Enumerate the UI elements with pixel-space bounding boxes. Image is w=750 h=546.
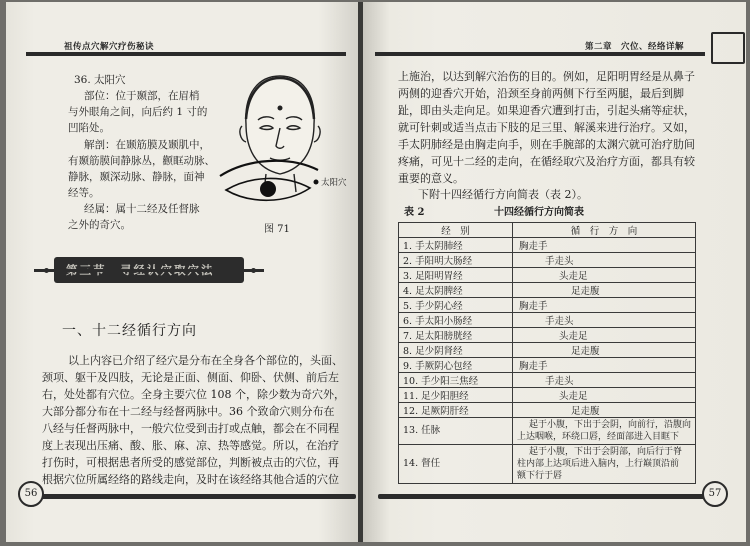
header-rule xyxy=(375,52,705,56)
anatomy-line-3: 静脉，颞深动脉、静脉，面神 xyxy=(68,171,205,183)
meridian-direction-table xyxy=(398,222,696,484)
meridian-name-cell: 5. 手少阴心经 xyxy=(399,298,513,313)
location-line-3: 凹陷处。 xyxy=(68,122,110,134)
location-line-1: 部位：位于颞部，在眉梢 xyxy=(84,90,200,102)
body-line: 颈项、躯干及四肢，无论是正面、侧面、仰卧、伏侧、前后左 xyxy=(42,371,339,384)
body-line: 打伤时，可根据患者所受的感觉部位，判断被点击的穴位，再 xyxy=(42,456,339,469)
direction-cell: 足走腹 xyxy=(513,343,696,358)
figure-caption: 图 71 xyxy=(264,224,290,235)
meridian-name-cell: 14. 督任 xyxy=(399,445,513,484)
subsection-title: 一、十二经循行方向 xyxy=(62,323,197,339)
table-title: 十四经循行方向简表 xyxy=(494,207,584,218)
table-row xyxy=(399,388,696,403)
table-row xyxy=(399,253,696,268)
direction-line: 柱内部上达项后进入脑内，上行巅顶沿前 xyxy=(517,459,680,469)
table-row xyxy=(399,445,696,484)
right-body-line: 上施治，以达到解穴治伤的目的。例如，足阳明胃经是从鼻子 xyxy=(398,70,695,83)
direction-cell: 足走腹 xyxy=(513,283,696,298)
table-row xyxy=(399,343,696,358)
body-line: 以上内容已介绍了经穴是分布在全身各个部位的，头面、 xyxy=(68,354,343,367)
direction-cell: 手走头 xyxy=(513,313,696,328)
table-row xyxy=(399,268,696,283)
anatomy-line-4: 经等。 xyxy=(68,187,100,199)
table-row xyxy=(399,313,696,328)
open-book xyxy=(6,2,746,542)
face-illustration xyxy=(218,64,338,214)
page-number-right: 57 xyxy=(702,481,728,507)
right-body-line: 疼痛，可见十二经的走向，在循经取穴及治疗方面，都具有较 xyxy=(398,155,695,168)
meridian-name-cell: 4. 足太阴脾经 xyxy=(399,283,513,298)
right-body-line: 两侧的迎香穴开始，沿颈至身前两侧下行至两腿，最后到脚 xyxy=(398,87,684,100)
direction-cell: 头走足 xyxy=(513,268,696,283)
meridian-name-cell: 6. 手太阳小肠经 xyxy=(399,313,513,328)
left-header-title: 祖传点穴解穴疗伤秘诀 xyxy=(64,42,155,52)
body-line: 根据穴位所属经络的路线走向，及时在该经络其他合适的穴位 xyxy=(42,473,339,486)
direction-line: 起于小腹，下出于会阴部，向后行于脊 xyxy=(529,447,683,457)
meridian-name-cell: 12. 足厥阴肝经 xyxy=(399,403,513,418)
meridian-line-1: 经属：属十二经及任督脉 xyxy=(84,203,200,215)
table-row xyxy=(399,358,696,373)
meridian-line-2: 之外的奇穴。 xyxy=(68,219,131,231)
body-line: 右，处处都有穴位。全身主要穴位 108 个，除少数为奇穴外， xyxy=(42,388,345,401)
direction-line: 起于小腹，下出于会阴，向前行，沿腹向 xyxy=(529,420,692,430)
table-header: 经 别 xyxy=(399,223,513,238)
direction-cell: 胸走手 xyxy=(513,298,696,313)
footer-rule xyxy=(36,494,356,499)
anatomy-line-1: 解剖：在颞筋膜及颞肌中， xyxy=(84,139,210,151)
direction-cell: 胸走手 xyxy=(513,238,696,253)
banner-rule xyxy=(34,269,264,272)
meridian-name-cell: 10. 手少阳三焦经 xyxy=(399,373,513,388)
figure-label: 太阳穴 xyxy=(321,178,347,188)
direction-cell: 头走足 xyxy=(513,388,696,403)
anatomy-line-2: 有颞筋膜间静脉丛，颧眶动脉、 xyxy=(68,155,215,167)
direction-cell xyxy=(513,445,696,484)
meridian-name-cell: 7. 足太阳膀胱经 xyxy=(399,328,513,343)
table-row xyxy=(399,418,696,445)
direction-cell: 手走头 xyxy=(513,373,696,388)
header-ornament xyxy=(711,32,745,64)
table-row xyxy=(399,283,696,298)
table-row xyxy=(399,403,696,418)
right-body-line: 重要的意义。 xyxy=(398,172,464,185)
acupoint-title: 36. 太阳穴 xyxy=(74,74,126,86)
page-number-left: 56 xyxy=(18,481,44,507)
location-line-2: 与外眼角之间，向后约 1 寸的 xyxy=(68,106,208,118)
body-line: 八经与任督两脉中，一般穴位受到击打或点触，都会在不同程 xyxy=(42,422,339,435)
direction-cell: 足走腹 xyxy=(513,403,696,418)
table-intro: 下附十四经循行方向简表（表 2）。 xyxy=(418,188,588,201)
body-line: 大部分都分布在十二经与经督两脉中。36 个致命穴则分布在 xyxy=(42,405,335,418)
meridian-name-cell: 9. 手厥阴心包经 xyxy=(399,358,513,373)
right-body-line: 趾，即由头走向足。如果迎香穴遭到打击，引起头痛等症状， xyxy=(398,104,695,117)
table-header: 循 行 方 向 xyxy=(513,223,696,238)
header-rule xyxy=(26,52,346,56)
footer-rule xyxy=(378,494,708,499)
table-row xyxy=(399,328,696,343)
direction-line: 额下行于唇 xyxy=(517,471,563,481)
right-body-line: 就可针刺或适当点击下肢的足三里、解溪来进行治疗。又如， xyxy=(398,121,695,134)
table-row xyxy=(399,298,696,313)
direction-cell xyxy=(513,418,696,445)
meridian-name-cell: 1. 手太阴肺经 xyxy=(399,238,513,253)
meridian-name-cell: 11. 足少阳胆经 xyxy=(399,388,513,403)
table-row xyxy=(399,238,696,253)
meridian-name-cell: 3. 足阳明胃经 xyxy=(399,268,513,283)
direction-cell: 手走头 xyxy=(513,253,696,268)
right-header-title: 第二章 穴位、经络详解 xyxy=(585,42,685,52)
body-line: 度上表现出压痛、酸、胀、麻、凉、热等感觉。所以，在治疗 xyxy=(42,439,339,452)
right-body-line: 手太阴肺经是由胸走向手，则在手腕部的太渊穴就可治疗肋间 xyxy=(398,138,695,151)
direction-line: 上达咽喉，环绕口唇，经面部进入目眶下 xyxy=(517,432,680,442)
direction-cell: 头走足 xyxy=(513,328,696,343)
direction-cell: 胸走手 xyxy=(513,358,696,373)
table-label: 表 2 xyxy=(404,207,425,218)
table-body xyxy=(399,238,696,484)
meridian-name-cell: 13. 任脉 xyxy=(399,418,513,445)
meridian-name-cell: 2. 手阳明大肠经 xyxy=(399,253,513,268)
left-page xyxy=(6,2,361,542)
meridian-name-cell: 8. 足少阴肾经 xyxy=(399,343,513,358)
table-row xyxy=(399,373,696,388)
